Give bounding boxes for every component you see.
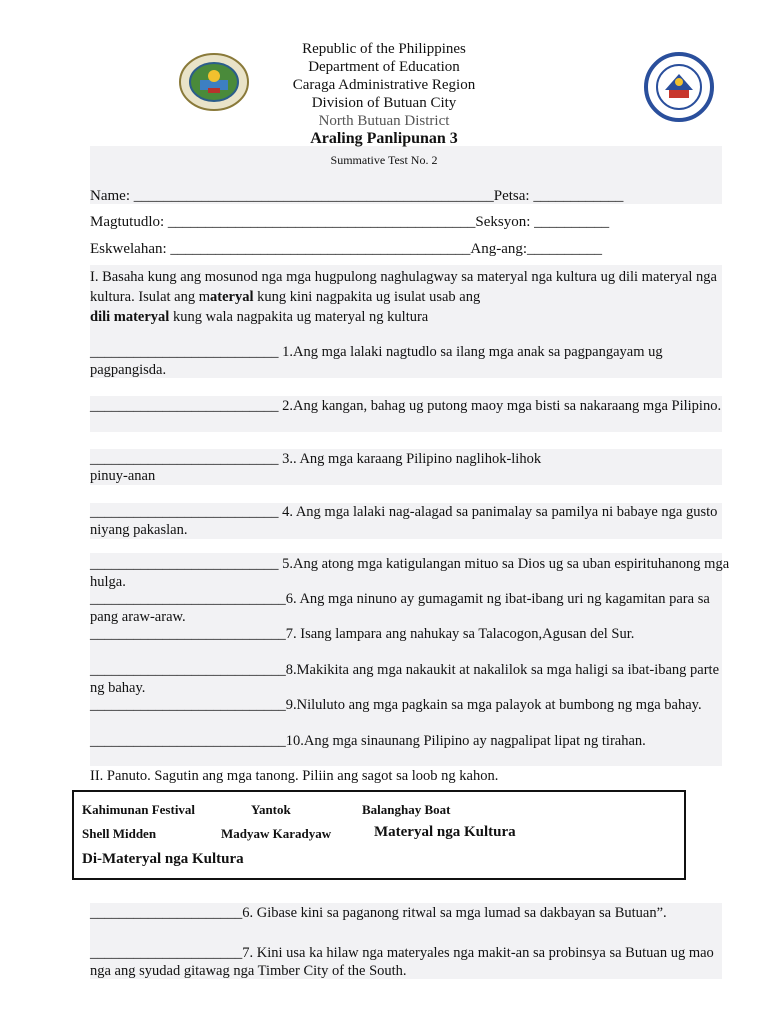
question-item[interactable] (90, 732, 730, 750)
answer-blank[interactable]: ___________________________ (90, 591, 286, 607)
instructions-part1: I. Basaha kung ang mosunod nga mga hugpulong naghulagway sa materyal nga kultura ug dili materyal nga kultura. Isulat ang m (90, 269, 717, 305)
header-department: Department of Education (308, 59, 460, 75)
question-item[interactable] (90, 696, 730, 714)
answer-blank[interactable]: ___________________________ (90, 697, 286, 713)
instructions-part2: kung kini nagpakita ug isulat usab ang (253, 289, 481, 305)
answer-blank[interactable]: __________________________ (90, 504, 279, 520)
name-date-field[interactable]: Name: ________________________________________________Petsa: ____________ (90, 188, 624, 204)
test-subtitle: Summative Test No. 2 (330, 153, 438, 167)
question-text: 4. Ang mga lalaki nag-alagad sa panimalay sa pamilya ni babaye nga gusto niyang pakaslan. (90, 504, 718, 538)
question-text: 6. Gibase kini sa paganong ritwal sa mga lumad sa dakbayan sa Butuan”. (242, 905, 667, 921)
answer-blank[interactable]: _____________________ (90, 945, 243, 961)
question-text: pinuy-anan (90, 468, 156, 484)
question-item[interactable] (90, 625, 730, 643)
instructions-bold1: ateryal (210, 289, 254, 305)
choice-shell-midden: Shell Midden (82, 826, 157, 841)
choice-materyal-nga-kultura: Materyal nga Kultura (374, 824, 516, 840)
answer-blank[interactable]: __________________________ (90, 451, 279, 467)
teacher-section-field[interactable]: Magtutudlo: _________________________________________Seksyon: __________ (90, 214, 610, 230)
instructions-part3: kung wala nagpakita ug materyal ng kultura (169, 309, 429, 325)
choice-madyaw-karadyaw: Madyaw Karadyaw (221, 826, 332, 841)
question-item[interactable] (90, 450, 730, 468)
answer-blank[interactable]: ___________________________ (90, 662, 286, 678)
answer-blank[interactable]: ___________________________ (90, 733, 286, 749)
section2-instructions: II. Panuto. Sagutin ang mga tanong. Piliin ang sagot sa loob ng kahon. (90, 768, 499, 784)
question-text: 7. Kini usa ka hilaw nga materyales nga makit-an sa probinsya sa Butuan ug mao nga ang syudad gitawag nga Timber City of the South. (90, 945, 714, 979)
question-text: 7. Isang lampara ang nahukay sa Talacogon,Agusan del Sur. (285, 626, 635, 642)
section1-instructions (90, 267, 722, 327)
header-region: Caraga Administrative Region (292, 77, 476, 93)
choice-balanghay-boat: Balanghay Boat (362, 802, 451, 817)
question-item[interactable] (90, 661, 730, 697)
header-republic: Republic of the Philippines (302, 41, 466, 57)
question-item[interactable] (90, 343, 730, 379)
answer-blank[interactable]: ___________________________ (90, 626, 286, 642)
question-text: 9.Niluluto ang mga pagkain sa mga palayok at bumbong ng mga bahay. (285, 697, 702, 713)
choice-yantok: Yantok (251, 802, 291, 817)
page-title: Araling Panlipunan 3 (310, 130, 458, 147)
question-item[interactable] (90, 904, 730, 922)
header-division: Division of Butuan City (311, 95, 457, 111)
answer-blank[interactable]: __________________________ (90, 556, 279, 572)
answer-blank[interactable]: __________________________ (90, 344, 279, 360)
question-item[interactable] (90, 555, 730, 591)
question-text: 10.Ang mga sinaunang Pilipino ay nagpalipat lipat ng tirahan. (285, 733, 646, 749)
choices-box (72, 790, 686, 880)
instructions-bold2: dili materyal (90, 309, 170, 325)
question-item[interactable] (90, 397, 730, 415)
answer-blank[interactable]: _____________________ (90, 905, 243, 921)
question-text: 6. Ang mga ninuno ay gumagamit ng ibat-ibang uri ng kagamitan para sa pang araw-araw. (90, 591, 710, 625)
question-text: 8.Makikita ang mga nakaukit at nakalilok sa mga haligi sa ibat-ibang parte ng bahay. (90, 662, 720, 696)
school-grade-field[interactable]: Eskwelahan: ________________________________________Ang-ang:__________ (90, 241, 603, 257)
question-item[interactable] (90, 590, 730, 626)
question-item-continuation (90, 467, 730, 485)
header-district: North Butuan District (318, 113, 450, 129)
question-text: 3.. Ang mga karaang Pilipino naglihok-lihok (278, 451, 542, 467)
question-text: 5.Ang atong mga katigulangan mituo sa Dios ug sa uban espirituhanong mga hulga. (90, 556, 730, 590)
question-text: 2.Ang kangan, bahag ug putong maoy mga bisti sa nakaraang mga Pilipino. (278, 398, 722, 414)
question-item[interactable] (90, 503, 730, 539)
question-text: 1.Ang mga lalaki nagtudlo sa ilang mga anak sa pagpangayam ug pagpangisda. (90, 344, 663, 378)
answer-blank[interactable]: __________________________ (90, 398, 279, 414)
choice-di-materyal-nga-kultura: Di-Materyal nga Kultura (82, 851, 244, 867)
choice-kahimunan-festival: Kahimunan Festival (82, 802, 196, 817)
question-item[interactable] (90, 944, 730, 980)
